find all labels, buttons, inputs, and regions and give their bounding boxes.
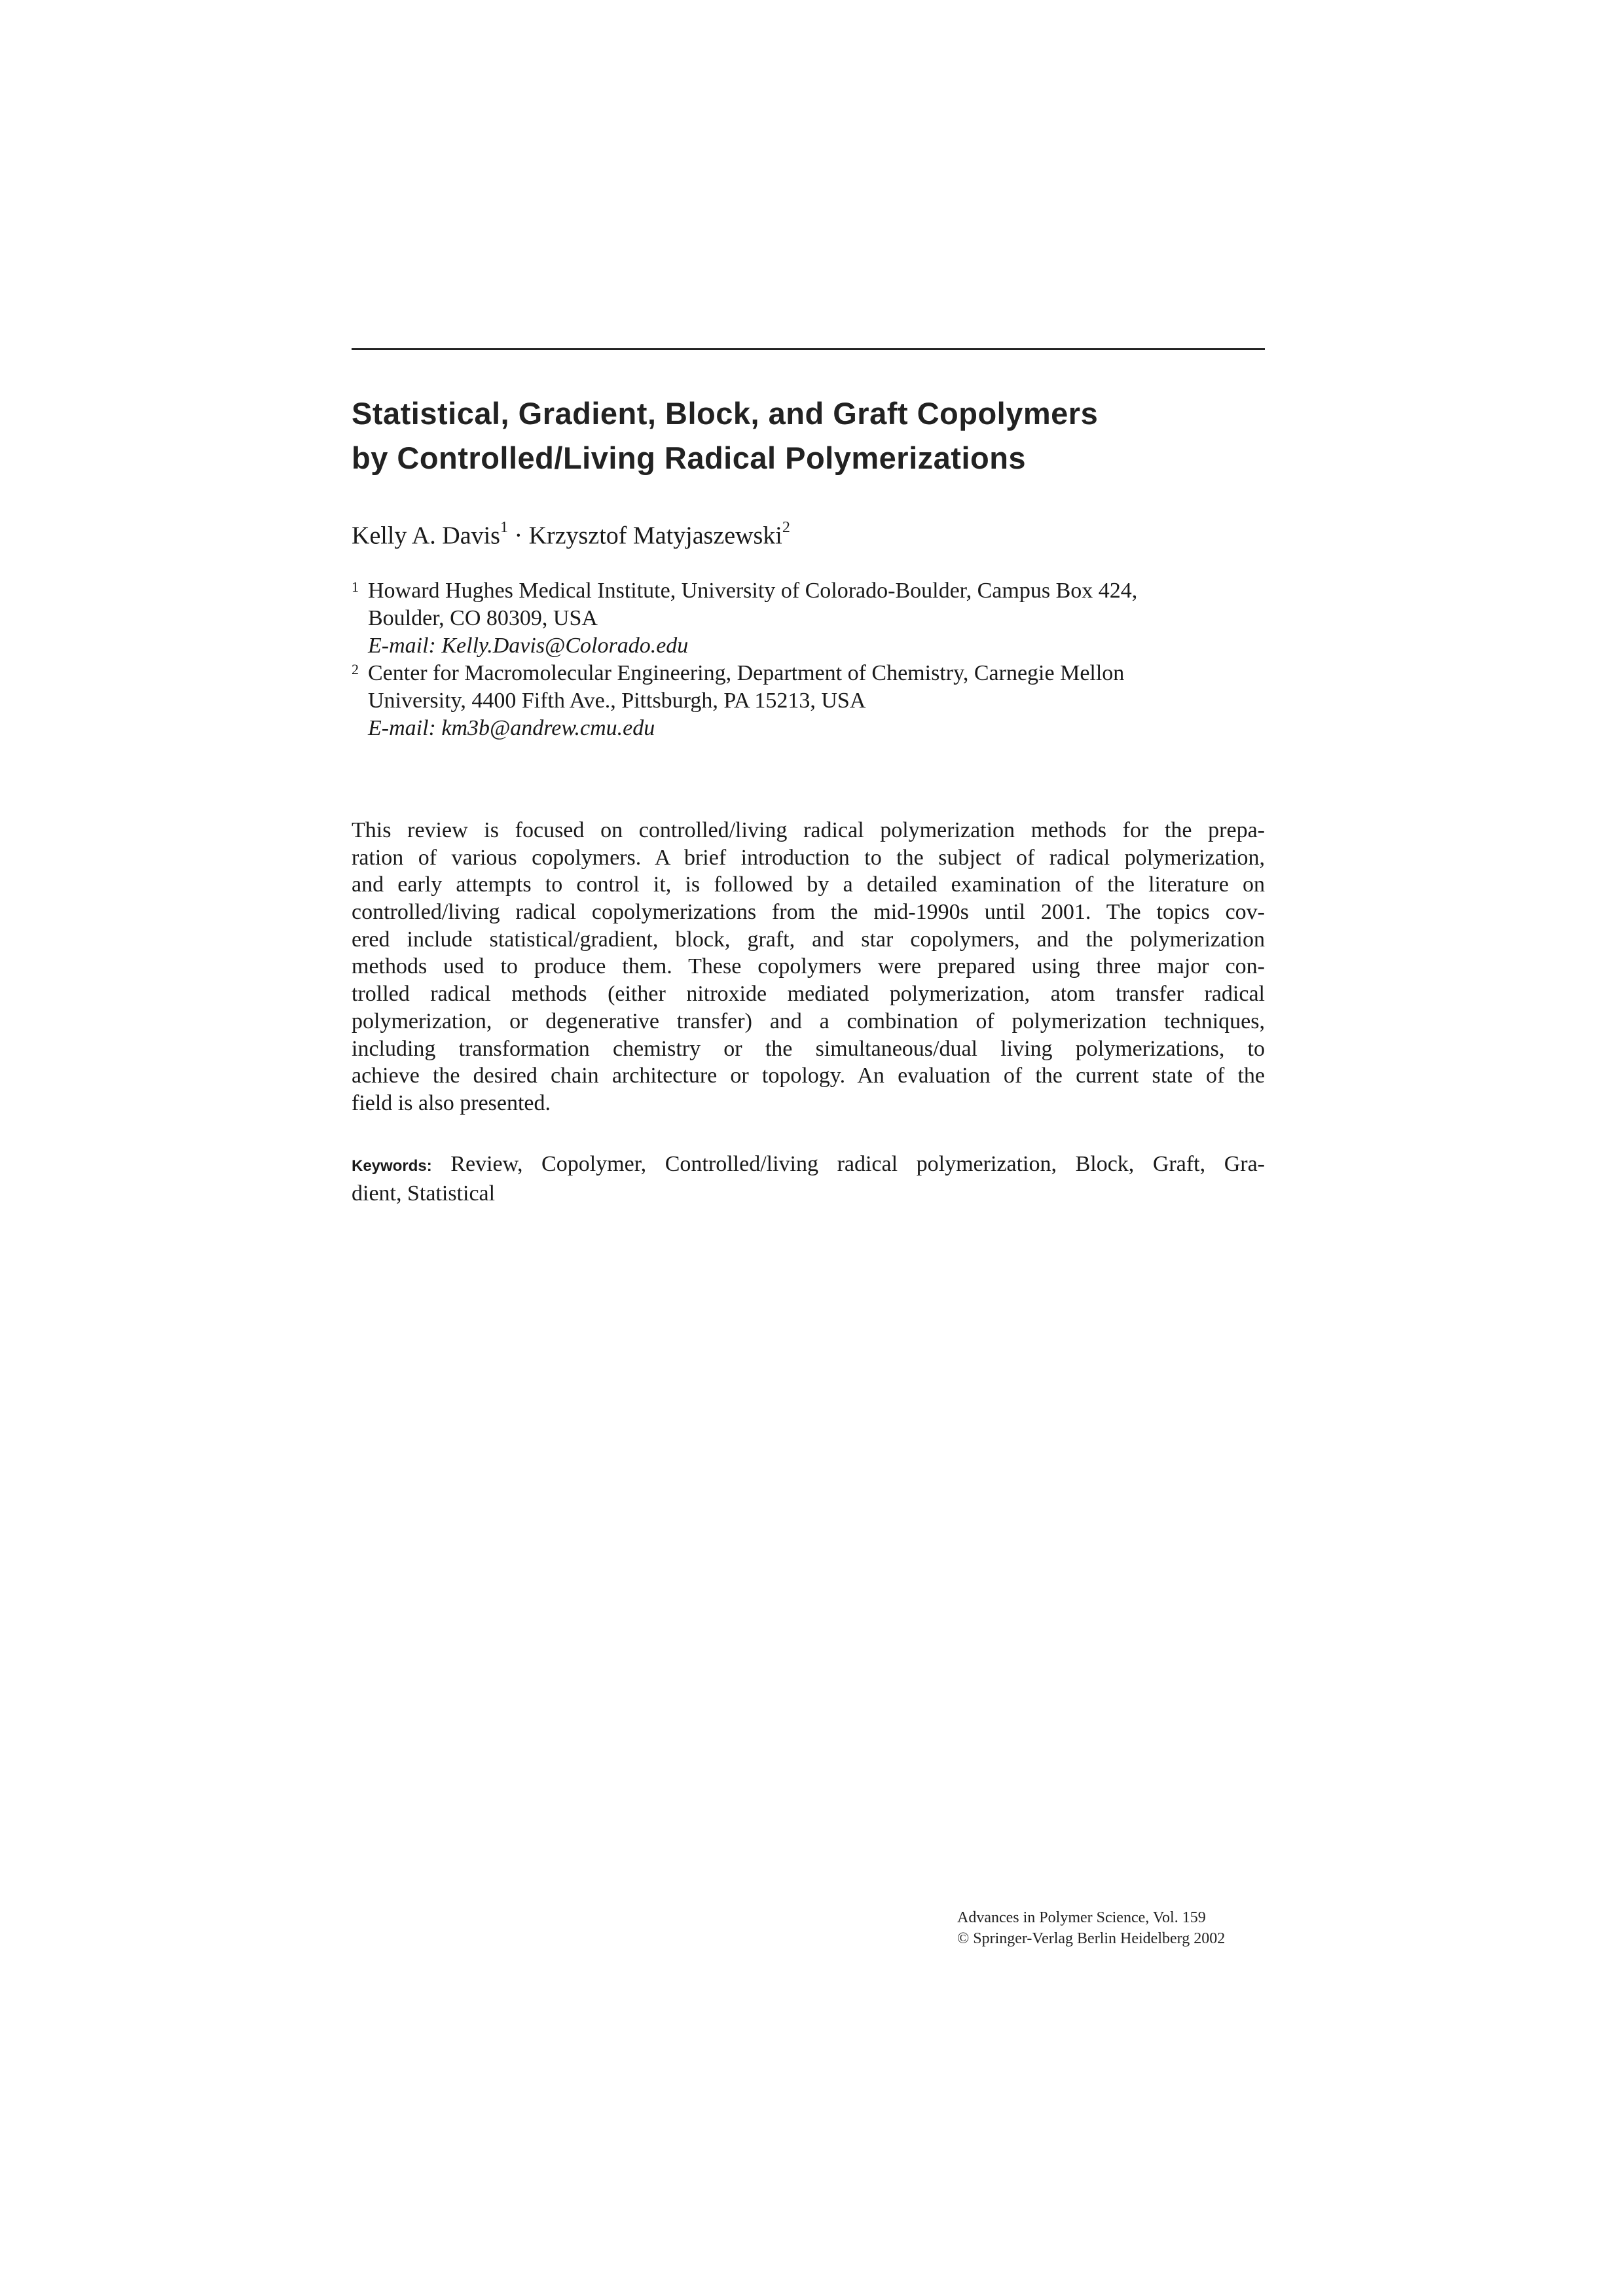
keywords-text: Review, Copolymer, Controlled/living radical polymerization, Block, Graft, Gra-: [450, 1152, 1265, 1176]
affiliation-line: Center for Macromolecular Engineering, Department of Chemistry, Carnegie Mellon: [368, 661, 1125, 685]
author-name: Krzysztof Matyjaszewski: [528, 522, 782, 550]
author-list: [352, 514, 790, 552]
title-rule: [352, 348, 1265, 350]
abstract-line: This review is focused on controlled/living radical polymerization methods for the prepa-: [352, 818, 1265, 842]
abstract-line: ered include statistical/gradient, block, graft, and star copolymers, and the polymerization: [352, 927, 1265, 952]
affiliation-1: [352, 577, 1265, 660]
paper-title-line-2: by Controlled/Living Radical Polymerizations: [352, 440, 1027, 475]
paper-title: [352, 391, 1265, 480]
abstract-line: methods used to produce them. These copolymers were prepared using three major con-: [352, 954, 1265, 979]
affiliation-email: E-mail: Kelly.Davis@Colorado.edu: [368, 634, 689, 658]
author-name: Kelly A. Davis: [352, 522, 500, 550]
affiliation-2: [352, 660, 1265, 742]
paper-title-line-1: Statistical, Gradient, Block, and Graft Copolymers: [352, 396, 1099, 431]
affiliation-line: Boulder, CO 80309, USA: [368, 606, 598, 630]
author-separator: ·: [507, 522, 529, 550]
journal-citation: Advances in Polymer Science, Vol. 159: [957, 1909, 1206, 1926]
affiliation-mark: 1: [352, 579, 359, 595]
affiliation-email: E-mail: km3b@andrew.cmu.edu: [368, 716, 655, 740]
keywords: [352, 1151, 1265, 1208]
abstract-line: and early attempts to control it, is followed by a detailed examination of the literature on: [352, 872, 1265, 897]
abstract-line: including transformation chemistry or the simultaneous/dual living polymerizations, to: [352, 1036, 1265, 1061]
copyright-notice: © Springer-Verlag Berlin Heidelberg 2002: [957, 1930, 1226, 1947]
keywords-line: [352, 1151, 1265, 1180]
journal-footer: [957, 1907, 1225, 1949]
keywords-line: dient, Statistical: [352, 1181, 496, 1206]
abstract-line: ration of various copolymers. A brief introduction to the subject of radical polymerization,: [352, 845, 1265, 870]
abstract-line: controlled/living radical copolymerizations from the mid-1990s until 2001. The topics cov-: [352, 900, 1265, 925]
abstract-line: field is also presented.: [352, 1090, 551, 1115]
keywords-label: Keywords:: [352, 1157, 432, 1175]
affiliations: [352, 577, 1265, 742]
author-affiliation-mark: 1: [500, 519, 508, 536]
abstract: [352, 817, 1265, 1117]
author-affiliation-mark: 2: [782, 519, 790, 536]
abstract-line: polymerization, or degenerative transfer) and a combination of polymerization techniques,: [352, 1009, 1265, 1033]
abstract-line: trolled radical methods (either nitroxide mediated polymerization, atom transfer radical: [352, 982, 1265, 1007]
affiliation-line: University, 4400 Fifth Ave., Pittsburgh, PA 15213, USA: [368, 689, 866, 713]
abstract-line: achieve the desired chain architecture or topology. An evaluation of the current state of the: [352, 1064, 1265, 1088]
affiliation-mark: 2: [352, 661, 359, 677]
affiliation-line: Howard Hughes Medical Institute, University of Colorado-Boulder, Campus Box 424,: [368, 579, 1138, 603]
